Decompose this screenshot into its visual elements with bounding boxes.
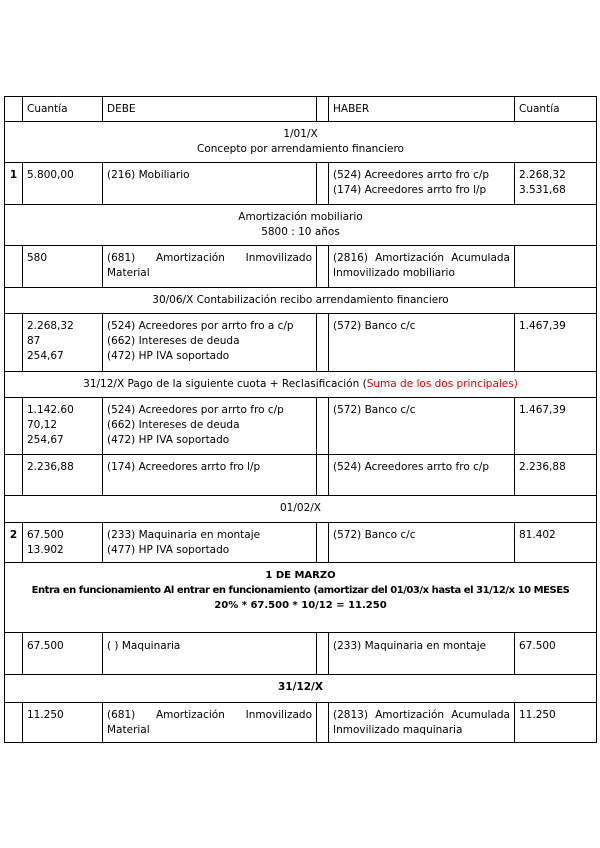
separator-cell: [317, 246, 329, 288]
debit-account: (472) HP IVA soportado: [107, 350, 230, 362]
debit-account: (524) Acreedores por arrto fro c/p: [107, 404, 284, 416]
debit-amount: 87: [27, 335, 41, 347]
entry-number-cell: [5, 703, 23, 743]
credit-account: (233) Maquinaria en montaje: [329, 633, 515, 675]
header-row: [5, 97, 597, 122]
debit-amount: 580: [23, 246, 103, 288]
section-date: 1 DE MARZO: [265, 570, 336, 581]
debit-amount: 254,67: [27, 350, 64, 362]
debit-accounts: [103, 398, 317, 455]
credit-amount-cell: [515, 246, 597, 288]
debit-amount: 67.500: [23, 633, 103, 675]
debit-account: (472) HP IVA soportado: [107, 434, 230, 446]
separator-cell: [317, 398, 329, 455]
entry-row-2: [5, 246, 597, 288]
section-row: [5, 372, 597, 398]
section-heading-1: [5, 122, 597, 163]
header-cuantia-left: Cuantía: [23, 97, 103, 122]
section-formula: 20% * 67.500 * 10/12 = 11.250: [214, 600, 387, 611]
debit-account: (174) Acreedores arrto fro l/p: [103, 455, 317, 496]
entry-row-4: [5, 398, 597, 455]
section-row: [5, 288, 597, 314]
separator-cell: [317, 455, 329, 496]
header-separator: [317, 97, 329, 122]
credit-account: (2816) Amortización Acumulada Inmovilizado mobiliario: [329, 246, 515, 288]
credit-account: (2813) Amortización Acumulada Inmovilizado maquinaria: [329, 703, 515, 743]
section-heading-2: [5, 205, 597, 246]
header-num-cell: [5, 97, 23, 122]
credit-amount: 1.467,39: [515, 314, 597, 372]
entry-row-5: [5, 455, 597, 496]
debit-amount: 2.236,88: [23, 455, 103, 496]
debit-account: ( ) Maquinaria: [103, 633, 317, 675]
entry-row-7: [5, 633, 597, 675]
debit-account: (216) Mobiliario: [103, 163, 317, 205]
section-description: Entra en funcionamiento Al entrar en funcionamiento (amortizar del 01/03/x hasta el 31/12/x 10 MESES: [31, 585, 570, 596]
credit-amount: 2.236,88: [515, 455, 597, 496]
separator-cell: [317, 314, 329, 372]
debit-amount: 1.142.60: [27, 404, 74, 416]
separator-cell: [317, 163, 329, 205]
debit-amount: 2.268,32: [27, 320, 74, 332]
debit-amount: 67.500: [27, 529, 64, 541]
debit-amount: 13.902: [27, 544, 64, 556]
separator-cell: [317, 633, 329, 675]
separator-cell: [317, 523, 329, 563]
header-cuantia-right: Cuantía: [515, 97, 597, 122]
debit-accounts: [103, 314, 317, 372]
debit-account: (681) Amortización Inmovilizado Material: [103, 703, 317, 743]
section-row: [5, 675, 597, 703]
section-title: Amortización mobiliario: [238, 211, 363, 223]
header-debe: DEBE: [103, 97, 317, 122]
entry-number-cell: [5, 398, 23, 455]
credit-account: (174) Acreedores arrto fro l/p: [333, 184, 487, 196]
entry-number-cell: [5, 246, 23, 288]
section-heading-5: 01/02/X: [5, 496, 597, 523]
debit-amounts: [23, 523, 103, 563]
entry-number-cell: [5, 633, 23, 675]
entry-number-cell: [5, 455, 23, 496]
debit-amount: 254,67: [27, 434, 64, 446]
credit-amount: 1.467,39: [515, 398, 597, 455]
credit-account: (524) Acreedores arrto fro c/p: [329, 455, 515, 496]
debit-account: (524) Acreedores por arrto fro a c/p: [107, 320, 294, 332]
separator-cell: [317, 703, 329, 743]
credit-amount: 67.500: [515, 633, 597, 675]
section-heading-7: 31/12/X: [5, 675, 597, 703]
section-heading-4: [5, 372, 597, 398]
entry-number: 2: [5, 523, 23, 563]
debit-account: (477) HP IVA soportado: [107, 544, 230, 556]
debit-account: (681) Amortización Inmovilizado Material: [103, 246, 317, 288]
credit-account: (572) Banco c/c: [329, 314, 515, 372]
credit-account: (524) Acreedores arrto fro c/p: [333, 169, 490, 181]
entry-row-8: [5, 703, 597, 743]
credit-amounts: [515, 163, 597, 205]
entry-row-3: [5, 314, 597, 372]
journal-table: [4, 96, 597, 743]
entry-row-1: [5, 163, 597, 205]
credit-account: (572) Banco c/c: [329, 523, 515, 563]
section-date: 1/01/X: [283, 128, 318, 140]
debit-amounts: [23, 314, 103, 372]
section-row: [5, 496, 597, 523]
section-description: Concepto por arrendamiento financiero: [197, 143, 404, 155]
debit-amount: 11.250: [23, 703, 103, 743]
credit-amount: 3.531,68: [519, 184, 566, 196]
section-heading-6: [5, 563, 597, 633]
debit-account: (662) Intereses de deuda: [107, 419, 240, 431]
section-heading-3: 30/06/X Contabilización recibo arrendamiento financiero: [5, 288, 597, 314]
section-text: 31/12/X Pago de la siguiente cuota + Reclasificación (: [83, 378, 367, 390]
header-haber: HABER: [329, 97, 515, 122]
debit-amount: 70,12: [27, 419, 58, 431]
debit-account: (662) Intereses de deuda: [107, 335, 240, 347]
section-formula: 5800 : 10 años: [261, 226, 340, 238]
credit-amount: 81.402: [515, 523, 597, 563]
debit-amount: 5.800,00: [23, 163, 103, 205]
entry-number-cell: [5, 314, 23, 372]
credit-accounts: [329, 163, 515, 205]
section-row: [5, 205, 597, 246]
section-close-paren: ): [513, 378, 518, 390]
debit-account: (233) Maquinaria en montaje: [107, 529, 261, 541]
credit-amount: 2.268,32: [519, 169, 566, 181]
debit-amounts: [23, 398, 103, 455]
entry-row-6: [5, 523, 597, 563]
credit-account: (572) Banco c/c: [329, 398, 515, 455]
credit-amount: 11.250: [515, 703, 597, 743]
section-row: [5, 122, 597, 163]
debit-accounts: [103, 523, 317, 563]
section-highlight: Suma de los dos principales: [366, 378, 514, 390]
entry-number: 1: [5, 163, 23, 205]
section-row: [5, 563, 597, 633]
